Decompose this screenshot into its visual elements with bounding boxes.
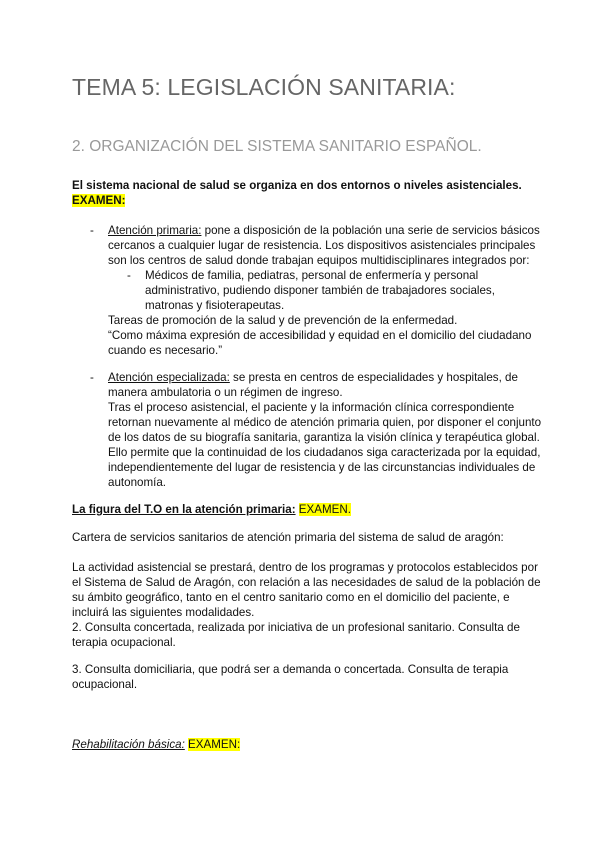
primaria-text: pone a disposición de la población una serie de servicios básicos	[201, 224, 540, 237]
especializada-line-8: autonomía.	[108, 476, 167, 489]
especializada-line-7: independientemente del lugar de resistencia y de las circunstancias individuales de	[108, 461, 536, 474]
especializada-line-3: Tras el proceso asistencial, el paciente y la información clínica correspondiente	[108, 401, 515, 414]
cartera-paragraph: Cartera de servicios sanitarios de atención primaria del sistema de salud de aragón:	[72, 531, 504, 544]
section-heading: 2. ORGANIZACIÓN DEL SISTEMA SANITARIO ESPAÑOL.	[72, 138, 482, 155]
primaria-after-line-2: “Como máxima expresión de accesibilidad y equidad en el domicilio del ciudadano	[108, 329, 532, 342]
actividad-line-5: 2. Consulta concertada, realizada por iniciativa de un profesional sanitario. Consulta de	[72, 621, 520, 634]
rehab-heading	[72, 737, 240, 752]
domiciliaria-line-2: ocupacional.	[72, 678, 138, 691]
primaria-sub-line-3: matronas y fisioterapeutas.	[145, 299, 285, 312]
primaria-after-line-3: cuando es necesario.”	[108, 344, 223, 357]
figura-heading	[72, 502, 351, 517]
primaria-after-line-1: Tareas de promoción de la salud y de prevención de la enfermedad.	[108, 314, 458, 327]
especializada-line-5: de los datos de su biografía sanitaria, garantiza la visión clínica y terapéutica global.	[108, 431, 540, 444]
actividad-line-4: incluirá las siguientes modalidades.	[72, 606, 255, 619]
primaria-line-2: cercanos a cualquier lugar de resistencia. Los dispositivos asistenciales principales	[108, 239, 536, 252]
actividad-line-2: el Sistema de Salud de Aragón, con relación a las necesidades de salud de la población de	[72, 576, 541, 589]
actividad-line-1: La actividad asistencial se prestará, dentro de los programas y protocolos establecidos por	[72, 561, 538, 574]
domiciliaria-line-1: 3. Consulta domiciliaria, que podrá ser a demanda o concertada. Consulta de terapia	[72, 663, 509, 676]
especializada-line-2: manera ambulatoria o un régimen de ingreso.	[108, 386, 343, 399]
sub-bullet-dash: -	[127, 269, 131, 282]
especializada-line-1	[108, 370, 518, 385]
exam-highlight: EXAMEN.	[298, 503, 351, 516]
especializada-text: se presta en centros de especialidades y hospitales, de	[229, 371, 518, 384]
primaria-line-3: son los centros de salud donde trabajan equipos multidisciplinares integrados por:	[108, 254, 530, 267]
primaria-sub-line-2: administrativo, pudiendo disponer también de trabajadores sociales,	[145, 284, 495, 297]
figura-label: La figura del T.O en la atención primaria:	[72, 503, 296, 516]
especializada-line-4: retornan nuevamente al médico de atención primaria quien, por disponer el conjunto	[108, 416, 542, 429]
bullet-dash: -	[90, 371, 94, 384]
rehab-label: Rehabilitación básica:	[72, 738, 185, 751]
actividad-line-6: terapia ocupacional.	[72, 636, 176, 649]
intro-text: El sistema nacional de salud se organiza en dos entornos o niveles asistenciales.	[72, 179, 522, 192]
exam-highlight: EXAMEN:	[72, 194, 126, 207]
primaria-line-1	[108, 223, 540, 238]
intro-paragraph	[72, 178, 522, 193]
exam-highlight: EXAMEN:	[188, 738, 241, 751]
actividad-line-3: su ámbito geográfico, tanto en el centro sanitario como en el domicilio del paciente, e	[72, 591, 510, 604]
primaria-sub-line-1: Médicos de familia, pediatras, personal de enfermería y personal	[145, 269, 479, 282]
intro-exam-line	[72, 193, 125, 208]
especializada-label: Atención especializada:	[108, 371, 230, 384]
bullet-dash: -	[90, 224, 94, 237]
primaria-label: Atención primaria:	[108, 224, 202, 237]
especializada-line-6: Ello permite que la continuidad de los ciudadanos siga caracterizada por la equidad,	[108, 446, 541, 459]
page-title: TEMA 5: LEGISLACIÓN SANITARIA:	[72, 74, 456, 100]
